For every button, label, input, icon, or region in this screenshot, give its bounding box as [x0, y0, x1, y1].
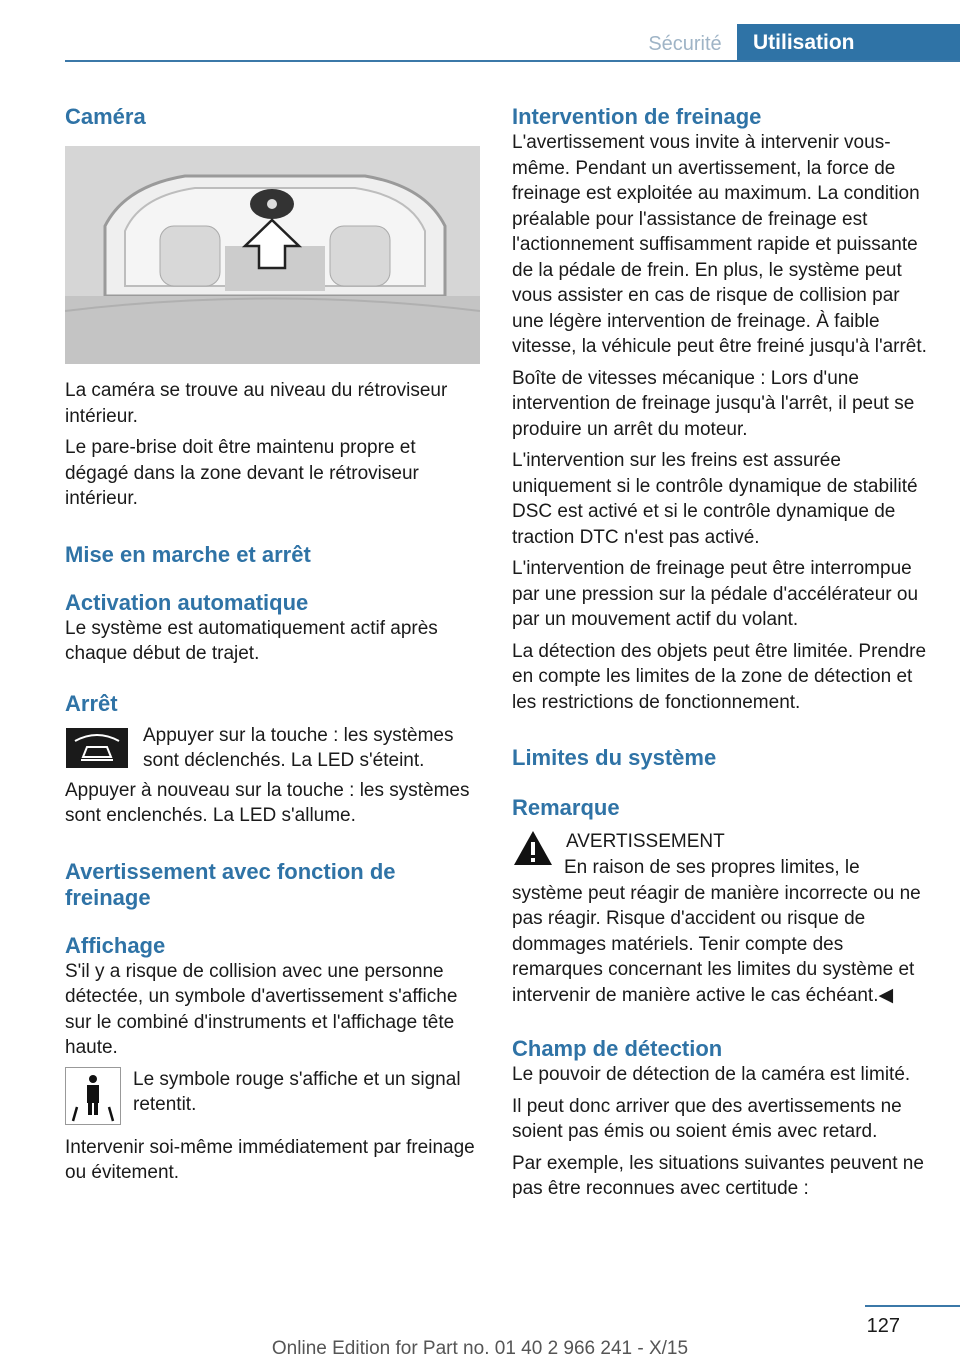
display-heading: Affichage: [65, 932, 166, 958]
edition-text: Online Edition for Part no. 01 40 2 966 241 - X/15: [271, 1338, 689, 1359]
restart-text: Appuyer à nouveau sur la touche : les systèmes sont enclenchés. La LED s'allume.: [65, 779, 470, 826]
remark-heading: Remarque: [512, 795, 620, 820]
brake-text-4: L'intervention de freinage peut être interrompue par une pression sur la pédale d'accélérateur ou par un mouvement actif du volant.: [512, 558, 919, 630]
auto-activation-text: Le système est automatiquement actif après chaque début de trajet.: [65, 617, 438, 664]
brake-text-3: L'intervention sur les freins est assurée uniquement si le contrôle dynamique de stabilité DSC est activé et si le contrôle dynamique de traction DTC n'est pas activé.: [512, 450, 918, 548]
detection-text-2: Il peut donc arriver que des avertissements ne soient pas émis ou soient émis avec retard.: [512, 1095, 902, 1142]
detection-field-heading: Champ de détection: [512, 1036, 723, 1061]
brake-text-1: L'avertissement vous invite à intervenir vous-même. Pendant un avertissement, la force de freinage est exploitée au maximum. La condition préalable pour l'assistance de freinage est l'actionnement suffisamment rapide et puissante de la pédale de frein. En plus, le système peut vous assister en cas de risque de collision par une légère intervention de freinage. À faible vitesse, la véhicule peut être freiné jusqu'à l'arrêt.: [512, 132, 927, 357]
display-text: S'il y a risque de collision avec une personne détectée, un symbole d'avertissement s'affiche sur le combiné d'instruments et l'affichage tête haute.: [65, 960, 458, 1058]
auto-activation-heading: Activation automatique: [65, 589, 309, 615]
pedestrian-warning-icon: [65, 1067, 121, 1125]
warning-triangle-icon: [512, 829, 554, 867]
windshield-text: Le pare-brise doit être maintenu propre et dégagé dans la zone devant le rétroviseur intérieur.: [65, 437, 419, 509]
onoff-heading: Mise en marche et arrêt: [65, 541, 311, 567]
camera-heading: Caméra: [65, 104, 146, 129]
detection-text-1: Le pouvoir de détection de la caméra est limité.: [512, 1064, 911, 1085]
camera-photo: [65, 146, 480, 364]
stop-button-text: Appuyer sur la touche : les systèmes sont déclenchés. La LED s'éteint.: [143, 724, 454, 771]
footer-rule: [865, 1305, 960, 1307]
detection-text-3: Par exemple, les situations suivantes peuvent ne pas être reconnues avec certitude :: [512, 1152, 924, 1199]
tab-securite[interactable]: Sécurité: [648, 33, 722, 55]
right-column: [512, 100, 932, 1202]
brake-intervention-heading: Intervention de freinage: [512, 104, 762, 129]
left-column: [65, 100, 480, 1186]
page-number: 127: [866, 1315, 900, 1337]
header-rule: [65, 60, 960, 62]
camera-location-text: La caméra se trouve au niveau du rétroviseur intérieur.: [65, 380, 448, 427]
stop-heading: Arrêt: [65, 690, 118, 716]
tab-utilisation[interactable]: Utilisation: [737, 24, 960, 62]
warning-brake-heading: Avertissement avec fonction de freinage: [65, 858, 396, 910]
intervene-text: Intervenir soi-même immédiatement par freinage ou évitement.: [65, 1136, 475, 1183]
brake-text-2: Boîte de vitesses mécanique : Lors d'une intervention de freinage jusqu'à l'arrêt, il peut se produire un arrêt du moteur.: [512, 367, 915, 440]
brake-text-5: La détection des objets peut être limitée. Prendre en compte les limites de la zone de détection et les restrictions de fonctionnement.: [512, 640, 927, 713]
system-limits-heading: Limites du système: [512, 745, 717, 770]
car-warning-button-icon: [65, 727, 129, 769]
red-symbol-text: Le symbole rouge s'affiche et un signal retentit.: [133, 1068, 461, 1115]
warning-text: En raison de ses propres limites, le système peut réagir de manière incorrecte ou ne pas réagir. Risque d'accident ou risque de dommages matériels. Tenir compte des remarques concernant les limites du système et intervenir de manière active le cas échéant.◀: [512, 857, 921, 1006]
warning-label: AVERTISSEMENT: [566, 831, 725, 852]
